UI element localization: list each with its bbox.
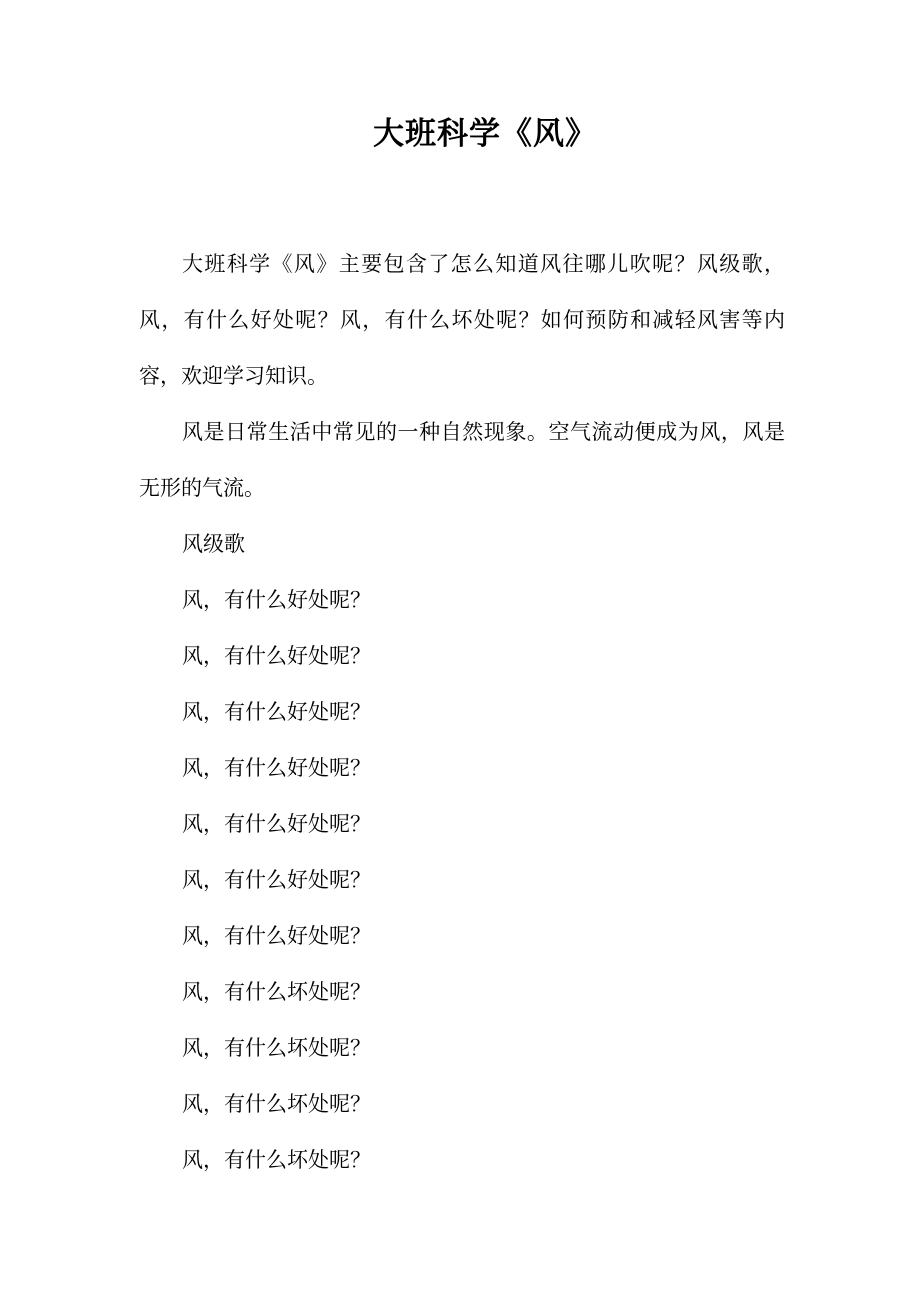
document-body: [139, 236, 785, 1188]
definition-paragraph: 风是日常生活中常见的一种自然现象。空气流动便成为风，风是无形的气流。: [139, 420, 785, 500]
section-heading-wind-scale-song: 风级歌: [182, 532, 245, 556]
section-heading-benefits: 风，有什么好处呢？: [182, 756, 371, 780]
section-heading-benefits: 风，有什么好处呢？: [182, 924, 371, 948]
section-heading-harms: 风，有什么坏处呢？: [182, 1036, 371, 1060]
section-heading-benefits: 风，有什么好处呢？: [182, 868, 371, 892]
intro-paragraph: 大班科学《风》主要包含了怎么知道风往哪儿吹呢？风级歌，风，有什么好处呢？风，有什么坏处呢？如何预防和减轻风害等内容，欢迎学习知识。: [139, 252, 785, 388]
section-heading-benefits: 风，有什么好处呢？: [182, 644, 371, 668]
section-heading-benefits: 风，有什么好处呢？: [182, 700, 371, 724]
section-heading-benefits: 风，有什么好处呢？: [182, 812, 371, 836]
section-heading-harms: 风，有什么坏处呢？: [182, 1092, 371, 1116]
section-heading-harms: 风，有什么坏处呢？: [182, 980, 371, 1004]
section-heading-harms: 风，有什么坏处呢？: [182, 1148, 371, 1172]
section-heading-benefits: 风，有什么好处呢？: [182, 588, 371, 612]
document-title: 大班科学《风》: [373, 116, 597, 152]
